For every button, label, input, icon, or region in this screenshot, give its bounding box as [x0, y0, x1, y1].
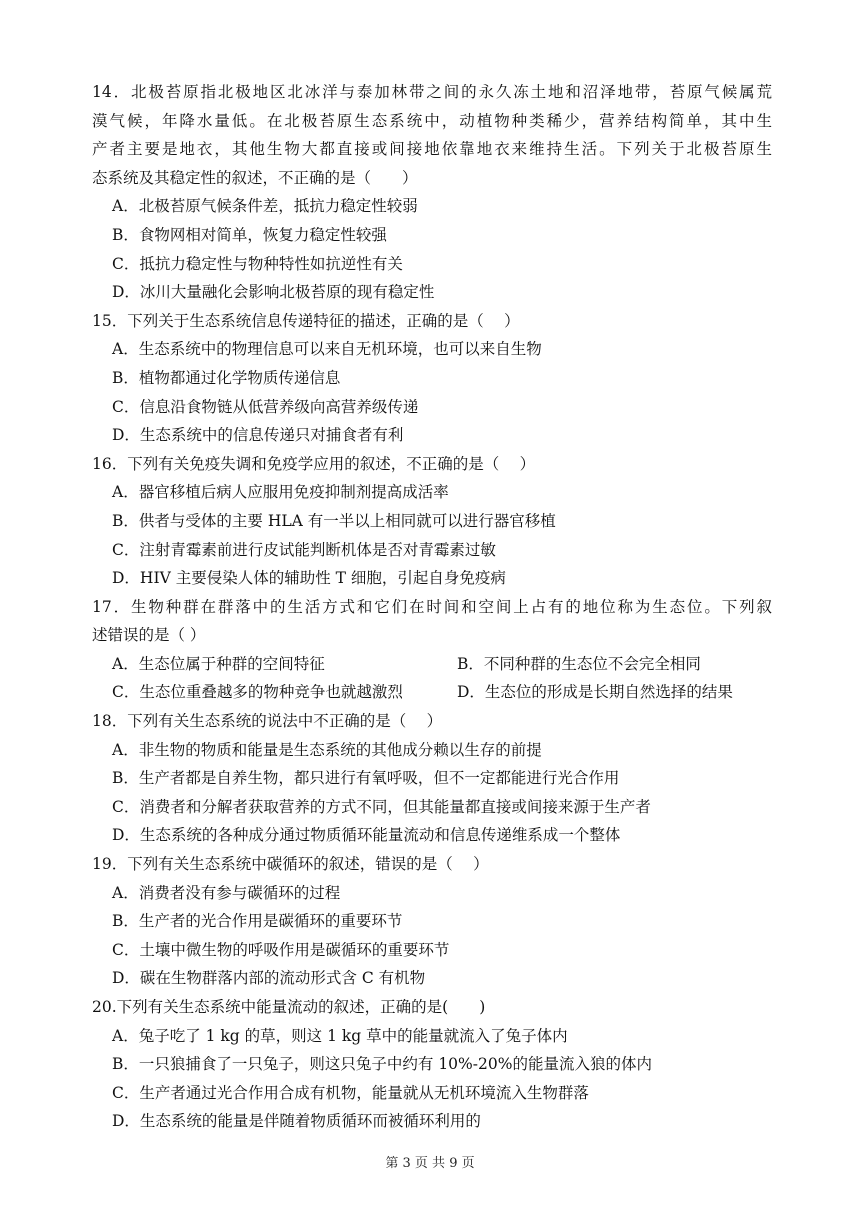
answer-option: D．冰川大量融化会影响北极苔原的现有稳定性	[112, 283, 435, 302]
answer-option: B．供者与受体的主要 HLA 有一半以上相同就可以进行器官移植	[112, 511, 556, 530]
answer-option: B．不同种群的生态位不会完全相同	[457, 654, 701, 673]
answer-option: D．生态系统中的信息传递只对捕食者有利	[112, 426, 404, 445]
question-q18	[92, 707, 772, 850]
answer-option: D．生态位的形成是长期自然选择的结果	[457, 683, 733, 702]
question-stem-line: 17．生物种群在群落中的生活方式和它们在时间和空间上占有的地位称为生态位。下列叙	[92, 597, 772, 616]
question-stem-line: 14．北极苔原指北极地区北冰洋与泰加林带之间的永久冻土地和沼泽地带，苔原气候属荒	[92, 83, 772, 101]
question-q19	[92, 850, 772, 993]
question-stem-line: 18．下列有关生态系统的说法中不正确的是（ ）	[92, 712, 443, 731]
answer-option: A．消费者没有参与碳循环的过程	[112, 883, 341, 902]
answer-option: C．信息沿食物链从低营养级向高营养级传递	[112, 397, 419, 416]
question-list	[92, 78, 772, 1136]
answer-option-row	[92, 650, 772, 679]
answer-option: C．生态位重叠越多的物种竞争也就越激烈	[112, 683, 403, 702]
answer-option: C．抵抗力稳定性与物种特性如抗逆性有关	[112, 254, 403, 273]
answer-option: B．生产者都是自养生物，都只进行有氧呼吸，但不一定都能进行光合作用	[112, 769, 620, 788]
answer-option: A．生态系统中的物理信息可以来自无机环境，也可以来自生物	[112, 340, 542, 359]
question-q16	[92, 450, 772, 593]
question-q14	[92, 78, 772, 307]
question-stem-line: 19．下列有关生态系统中碳循环的叙述，错误的是（ ）	[92, 855, 489, 874]
answer-option: C．生产者通过光合作用合成有机物，能量就从无机环境流入生物群落	[112, 1083, 589, 1102]
answer-option-row	[92, 678, 772, 707]
answer-option: A．器官移植后病人应服用免疫抑制剂提高成活率	[112, 483, 449, 502]
question-q15	[92, 307, 772, 450]
answer-option: C．土壤中微生物的呼吸作用是碳循环的重要环节	[112, 940, 450, 959]
answer-option: A．北极苔原气候条件差，抵抗力稳定性较弱	[112, 197, 418, 216]
answer-option: B．生产者的光合作用是碳循环的重要环节	[112, 912, 403, 931]
question-q17	[92, 593, 772, 707]
answer-option: C．消费者和分解者获取营养的方式不同，但其能量都直接或间接来源于生产者	[112, 797, 651, 816]
question-q20	[92, 993, 772, 1136]
answer-option: D．碳在生物群落内部的流动形式含 C 有机物	[112, 969, 426, 988]
answer-option: C．注射青霉素前进行皮试能判断机体是否对青霉素过敏	[112, 540, 496, 559]
answer-option: B．植物都通过化学物质传递信息	[112, 368, 341, 387]
question-stem-line: 15．下列关于生态系统信息传递特征的描述，正确的是（ ）	[92, 311, 520, 330]
question-stem-line: 16．下列有关免疫失调和免疫学应用的叙述，不正确的是（ ）	[92, 454, 536, 473]
answer-option: A．生态位属于种群的空间特征	[112, 654, 325, 673]
answer-option: A．兔子吃了 1 kg 的草，则这 1 kg 草中的能量就流入了兔子体内	[112, 1026, 568, 1045]
answer-option: D．生态系统的各种成分通过物质循环能量流动和信息传递维系成一个整体	[112, 826, 621, 845]
page-footer: 第 3 页 共 9 页	[385, 1156, 475, 1171]
question-stem-line: 20.下列有关生态系统中能量流动的叙述，正确的是( )	[92, 998, 486, 1016]
answer-option: B．一只狼捕食了一只兔子，则这只兔子中约有 10%-20%的能量流入狼的体内	[112, 1055, 652, 1074]
answer-option: A．非生物的物质和能量是生态系统的其他成分赖以生存的前提	[112, 740, 542, 759]
question-stem-line: 产者主要是地衣，其他生物大都直接或间接地依靠地衣来维持生活。下列关于北极苔原生	[92, 140, 772, 159]
answer-option: B．食物网相对简单，恢复力稳定性较强	[112, 225, 387, 244]
question-stem-line: 漠气候，年降水量低。在北极苔原生态系统中，动植物种类稀少，营养结构简单，其中生	[92, 111, 772, 130]
answer-option: D．生态系统的能量是伴随着物质循环而被循环利用的	[112, 1112, 481, 1131]
question-stem-line: 态系统及其稳定性的叙述，不正确的是（ ）	[92, 168, 418, 187]
answer-option: D．HIV 主要侵染人体的辅助性 T 细胞，引起自身免疫病	[112, 569, 506, 588]
question-stem-line: 述错误的是（ ）	[92, 626, 206, 645]
